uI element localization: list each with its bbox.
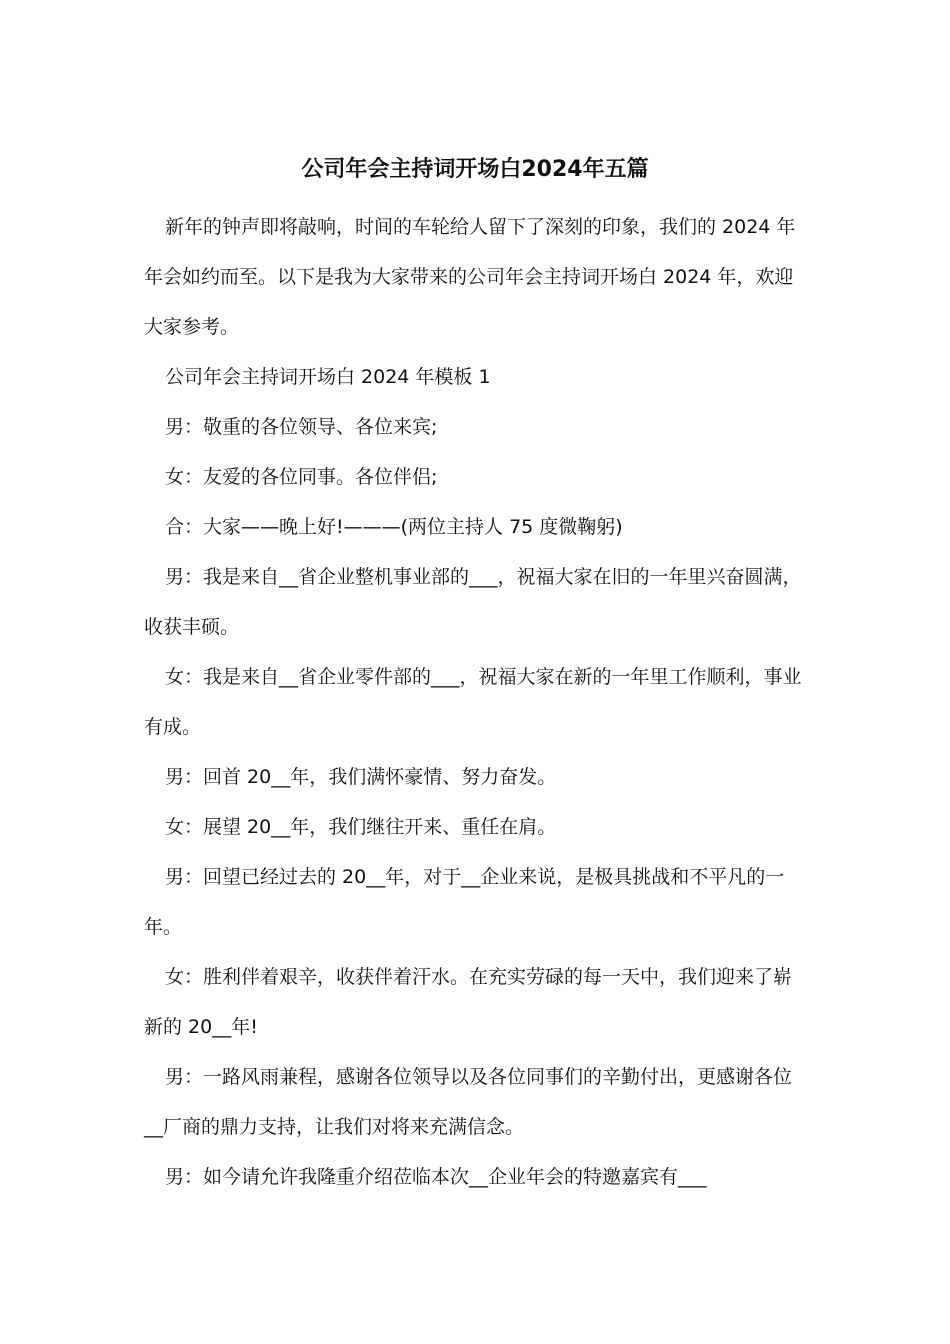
document-title: 公司年会主持词开场白2024年五篇 (301, 157, 649, 182)
paragraph: 女：展望 20__年，我们继往开来、重任在肩。 (165, 816, 557, 838)
paragraph: 合：大家——晚上好!———(两位主持人 75 度微鞠躬) (165, 516, 623, 538)
paragraph: 男：回首 20__年，我们满怀豪情、努力奋发。 (165, 766, 557, 788)
document-body (144, 202, 806, 1202)
paragraph: 女：友爱的各位同事。各位伴侣; (165, 466, 438, 488)
paragraph: 男：一路风雨兼程，感谢各位领导以及各位同事们的辛勤付出，更感谢各位__厂商的鼎力支持，让我们对将来充满信念。 (144, 1066, 793, 1138)
paragraph: 男：如今请允许我隆重介绍莅临本次__企业年会的特邀嘉宾有___ (165, 1166, 707, 1188)
paragraph: 女：胜利伴着艰辛，收获伴着汗水。在充实劳碌的每一天中，我们迎来了崭新的 20__年! (144, 966, 793, 1038)
paragraph-template-heading: 公司年会主持词开场白 2024 年模板 1 (165, 366, 491, 388)
paragraph: 女：我是来自__省企业零件部的___，祝福大家在新的一年里工作顺利，事业有成。 (144, 666, 802, 738)
paragraph: 男：回望已经过去的 20__年，对于__企业来说，是极具挑战和不平凡的一年。 (144, 866, 785, 938)
paragraph: 男：我是来自__省企业整机事业部的___，祝福大家在旧的一年里兴奋圆满，收获丰硕。 (144, 566, 802, 638)
paragraph: 男：敬重的各位领导、各位来宾; (165, 416, 438, 438)
paragraph-intro: 新年的钟声即将敲响，时间的车轮给人留下了深刻的印象，我们的 2024 年年会如约而至。以下是我为大家带来的公司年会主持词开场白 2024 年，欢迎大家参考。 (144, 216, 796, 338)
